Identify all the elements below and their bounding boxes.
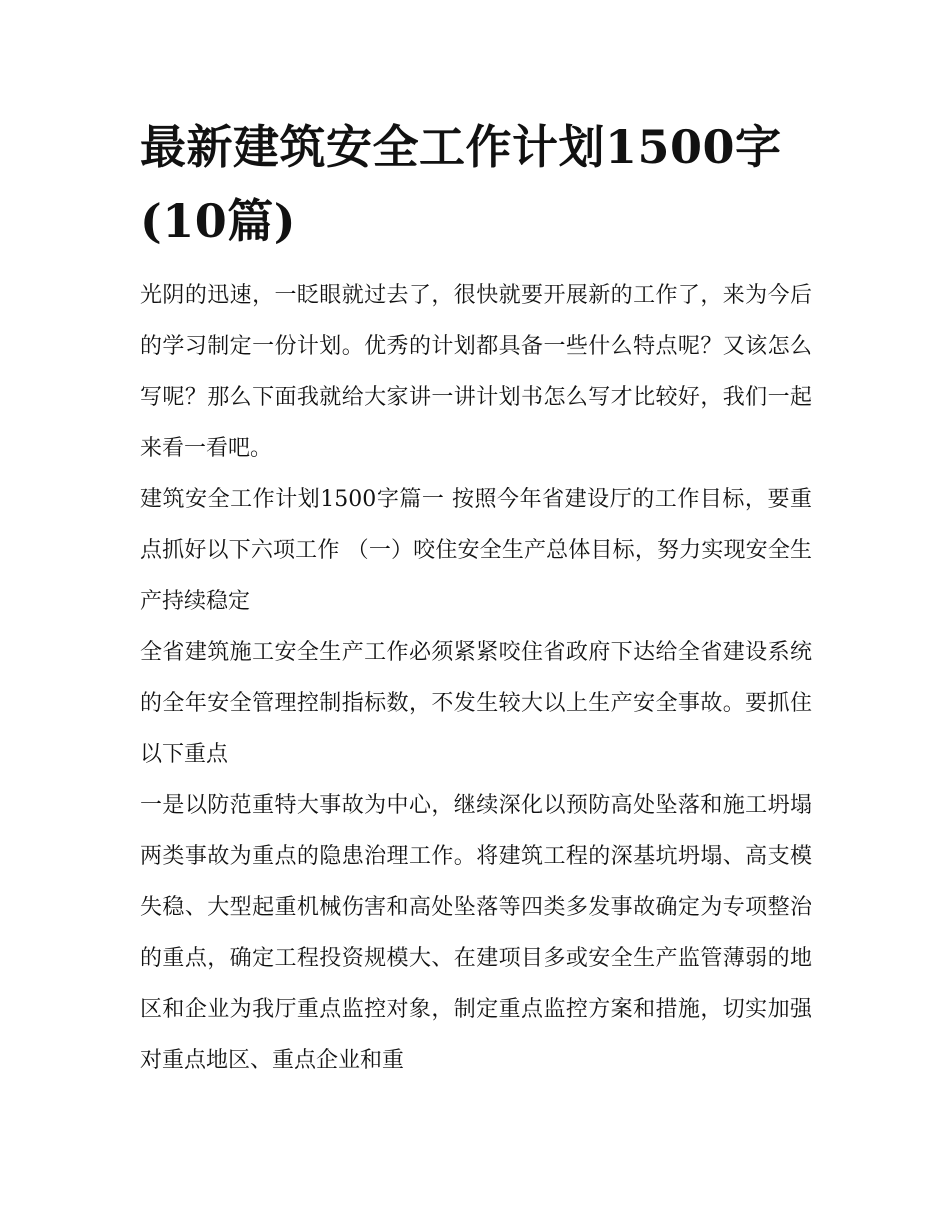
paragraph-province-goal: 全省建筑施工安全生产工作必须紧紧咬住省政府下达给全省建设系统的全年安全管理控制指标数，不发生较大以上生产安全事故。要抓住以下重点 [140, 640, 812, 767]
paragraph-key-point-one: 一是以防范重特大事故为中心，继续深化以预防高处坠落和施工坍塌两类事故为重点的隐患治理工作。将建筑工程的深基坑坍塌、高支模失稳、大型起重机械伤害和高处坠落等四类多发事故确定为专项整治的重点，确定工程投资规模大、在建项目多或安全生产监管薄弱的地区和企业为我厅重点监控对象，制定重点监控方案和措施，切实加强对重点地区、重点企业和重 [140, 793, 812, 1073]
document-page [140, 110, 812, 1086]
paragraph-intro: 光阴的迅速，一眨眼就过去了，很快就要开展新的工作了，来为今后的学习制定一份计划。优秀的计划都具备一些什么特点呢？又该怎么写呢？那么下面我就给大家讲一讲计划书怎么写才比较好，我们一起来看一看吧。 [140, 283, 812, 461]
document-title: 最新建筑安全工作计划1500字(10篇) [140, 120, 782, 248]
paragraph-section-one: 建筑安全工作计划1500字篇一 按照今年省建设厅的工作目标，要重点抓好以下六项工作 （一）咬住安全生产总体目标，努力实现安全生产持续稳定 [140, 487, 812, 614]
